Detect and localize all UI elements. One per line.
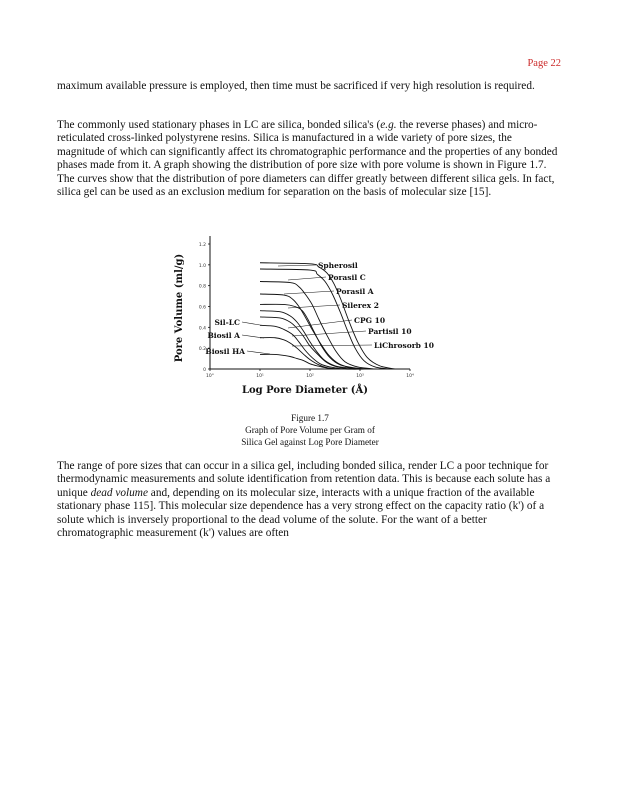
page-number: Page 22 (527, 58, 561, 69)
y-tick-label: 0.4 (198, 326, 206, 332)
series-label-cpg-10: CPG 10 (354, 316, 386, 325)
leader-line-porasil-a (284, 291, 334, 294)
y-tick-label: 0 (203, 368, 206, 373)
italic-text: e.g. (380, 119, 397, 131)
y-tick-label: 1.0 (198, 263, 206, 269)
x-tick-label: 10³ (356, 374, 364, 379)
series-label-sil-lc: Sil-LC (214, 318, 240, 327)
series-label-silerex-2: Silerex 2 (342, 301, 379, 310)
series-label-porasil-c: Porasil C (328, 273, 366, 282)
series-label-porasil-a: Porasil A (336, 287, 374, 296)
x-tick-label: 10° (206, 374, 214, 379)
series-label-biosil-ha: Biosil HA (205, 347, 245, 356)
caption-line: Graph of Pore Volume per Gram of (245, 424, 375, 435)
x-tick-label: 10⁴ (406, 374, 414, 379)
leader-line-biosil-ha (247, 351, 270, 354)
paragraph-pore-sizes (57, 460, 562, 540)
leader-line-porasil-c (288, 277, 326, 280)
y-tick-label: 1.2 (198, 243, 206, 248)
series-label-biosil-a: Biosil A (207, 331, 240, 340)
paragraph-text: The commonly used stationary phases in LC are silica, bonded silica's ( (57, 119, 381, 131)
y-axis-title: Pore Volume (ml/g) (174, 253, 185, 363)
figure-pore-volume (170, 228, 434, 408)
paragraph-text: the reverse phases) and micro-reticulated cross-linked polystyrene resins. Silica is manufactured in a wide variety of pore sizes, the magnitude of which can significantly affect its chromatographic performance and the properties of any bonded phases made from it. A graph showing the distribution of pore size with pore volume is shown in Figure 1.7. The curves show that the distribution of pore diameters can differ greatly between different silica gels. In fact, silica gel can be used as an exclusion medium for separation on the basis of molecular size [15]. (57, 119, 558, 199)
leader-line-biosil-a (242, 335, 264, 338)
series-line-sil-lc (260, 325, 360, 369)
y-tick-label: 0.2 (198, 347, 206, 353)
x-tick-label: 10² (306, 374, 314, 379)
y-tick-label: 0.8 (198, 284, 206, 290)
series-label-partisil-10: Partisil 10 (368, 327, 412, 336)
paragraph-text: and, depending on its molecular size, interacts with a unique fraction of the available stationary phase 115]. This molecular size dependence has a very strong effect on the capacity ratio (k') of a solute which is inversely proportional to the dead volume of the solute. For the want of a better chromatographic measurement (k') values are often (57, 486, 545, 540)
leader-line-spherosil (278, 265, 316, 266)
paragraph-text: The range of pore sizes that can occur in a silica gel, including bonded silica, render LC a poor technique for thermodynamic measurements and solute identification from retention data. This is because each solute has a unique (57, 460, 551, 499)
x-tick-label: 10¹ (256, 374, 264, 379)
series-label-lichrosorb-10: LiChrosorb 10 (374, 341, 434, 350)
series-label-spherosil: Spherosil (318, 261, 358, 270)
x-axis-title: Log Pore Diameter (Å) (241, 385, 369, 396)
y-tick-label: 0.6 (198, 305, 206, 311)
paragraph-stationary-phases (57, 119, 562, 199)
caption-figure-number: Figure 1.7 (291, 413, 329, 423)
leader-line-sil-lc (242, 322, 260, 325)
italic-text: dead volume (90, 486, 148, 499)
pore-volume-chart (170, 228, 434, 408)
caption-line: Silica Gel against Log Pore Diameter (241, 436, 379, 447)
paragraph-intro: maximum available pressure is employed, then time must be sacrificed if very high resolution is required. (57, 80, 535, 92)
figure-caption (200, 413, 420, 448)
series-line-biosil-a (260, 338, 358, 369)
